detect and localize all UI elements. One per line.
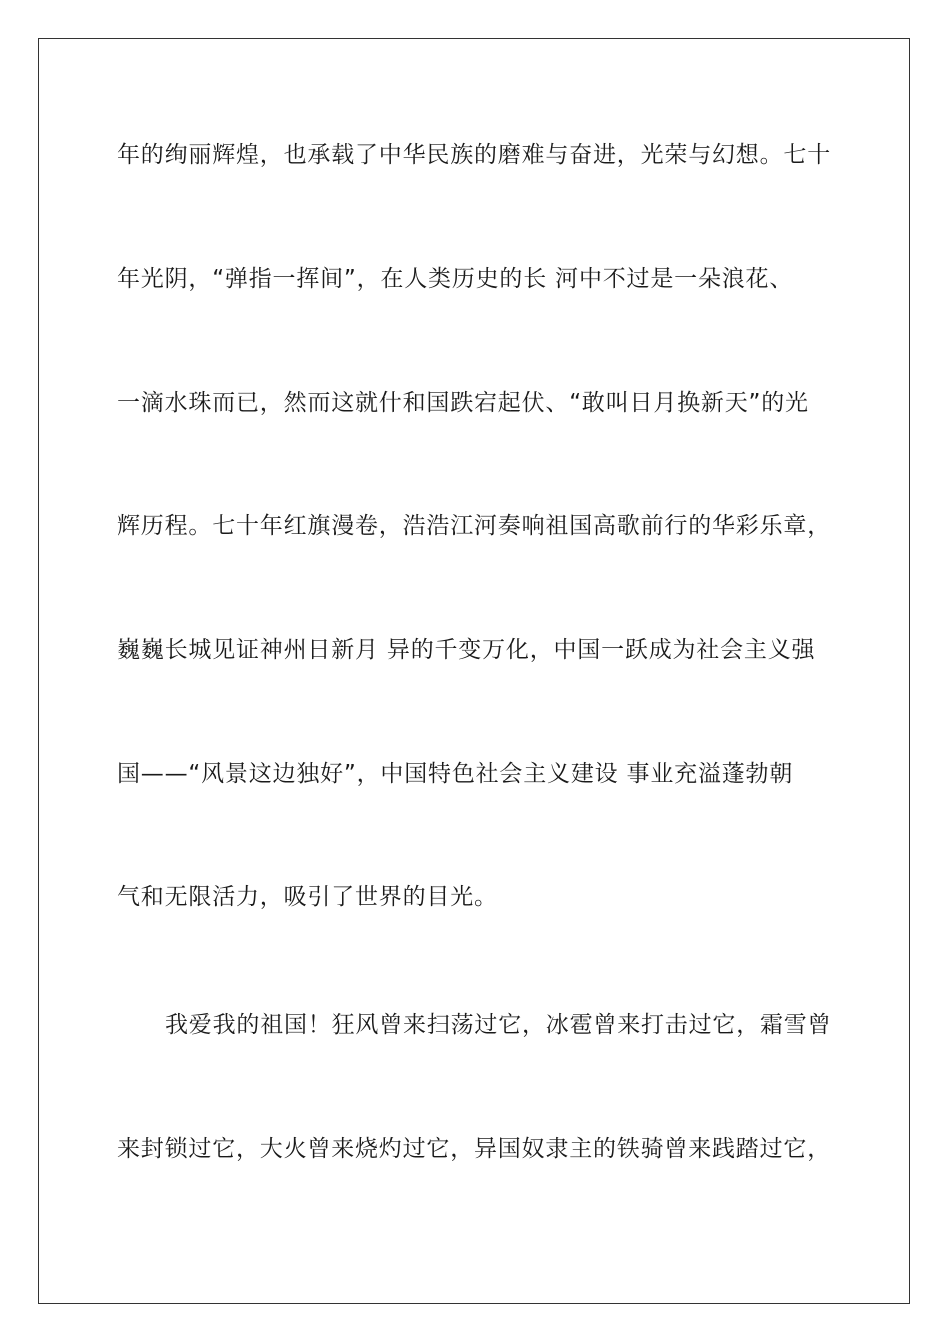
document-page	[38, 38, 910, 1304]
text-line: 国——“风景这边独好”，中国特色社会主义建设 事业充溢蓬勃朝	[117, 761, 794, 787]
text-line: 气和无限活力，吸引了世界的目光。	[117, 884, 498, 910]
text-line: 一滴水珠而已，然而这就什和国跌宕起伏、“敢叫日月换新天”的光	[117, 390, 809, 416]
text-line: 年的绚丽辉煌，也承载了中华民族的磨难与奋进，光荣与幻想。七十	[117, 142, 831, 168]
text-line: 来封锁过它，大火曾来烧灼过它，异国奴隶主的铁骑曾来践踏过它，	[117, 1136, 831, 1162]
text-line: 年光阴，“弹指一挥间”，在人类历史的长 河中不过是一朵浪花、	[117, 266, 794, 292]
text-line: 辉历程。七十年红旗漫卷，浩浩江河奏响祖国高歌前行的华彩乐章，	[117, 513, 831, 539]
text-line: 巍巍长城见证神州日新月 异的千变万化，中国一跃成为社会主义强	[117, 637, 816, 663]
paragraph-first-line: 我爱我的祖国！狂风曾来扫荡过它，冰雹曾来打击过它，霜雪曾	[165, 1012, 832, 1038]
